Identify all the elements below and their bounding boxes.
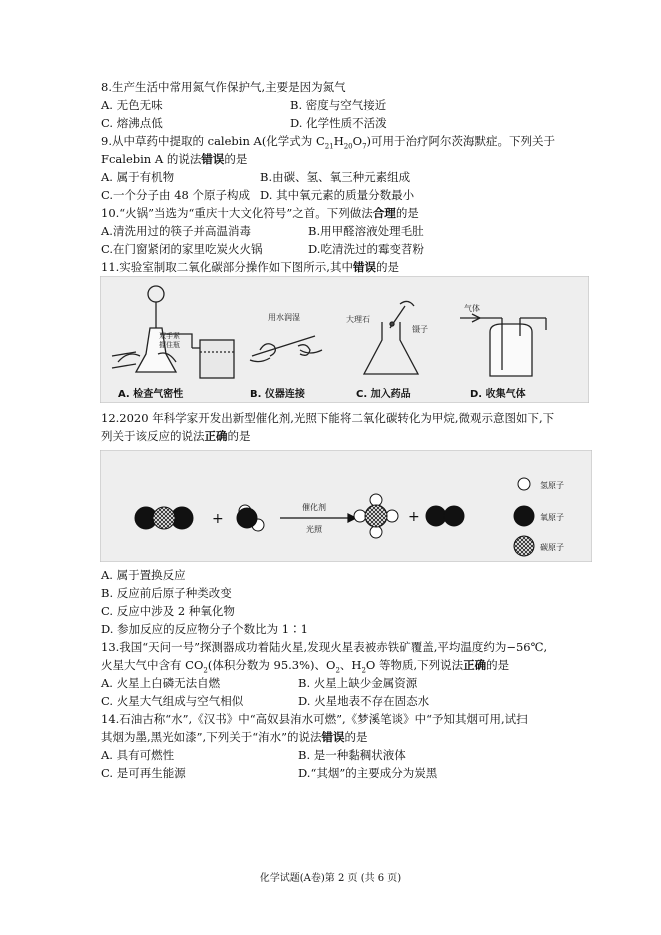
- q9-option-c: C.一个分子由 48 个原子构成: [101, 188, 250, 202]
- legend-oxygen-label: 氧原子: [540, 513, 564, 522]
- emphasis: 正确: [463, 658, 487, 672]
- legend-hydrogen: [518, 478, 530, 490]
- emphasis: 错误: [201, 152, 225, 166]
- q12-option-a: A. 属于置换反应: [101, 568, 186, 582]
- q12-option-b: B. 反应前后原子种类改变: [101, 586, 232, 600]
- plus-sign-2: +: [408, 509, 420, 525]
- q14-option-d: D.“其烟”的主要成分为炭黑: [298, 766, 438, 780]
- label-hold-2: 握住瓶: [159, 341, 180, 349]
- caption-b: B. 仪器连接: [250, 389, 305, 400]
- emphasis: 错误: [321, 730, 345, 744]
- q14-option-a: A. 具有可燃性: [101, 748, 175, 762]
- q10-option-a: A.清洗用过的筷子并高温消毒: [101, 224, 251, 238]
- q14-stem-line1: 14.石油古称“水”,《汉书》中“高奴县洧水可燃”,《梦溪笔谈》中“予知其烟可用,试扫: [101, 712, 528, 726]
- legend-hydrogen-label: 氢原子: [540, 481, 564, 490]
- q13-option-b: B. 火星上缺少金属资源: [298, 676, 418, 690]
- q9-option-b: B.由碳、氢、氧三种元素组成: [260, 170, 411, 184]
- q12-option-c: C. 反应中涉及 2 种氧化物: [101, 604, 235, 618]
- emphasis: 合理: [372, 206, 396, 220]
- q8-stem: 8.生产生活中常用氮气作保护气,主要是因为氮气: [101, 80, 346, 94]
- q11-apparatus-figure: [100, 276, 589, 403]
- label-tweezers: 镊子: [412, 325, 428, 334]
- caption-c: C. 加入药品: [356, 389, 411, 400]
- q9-option-a: A. 属于有机物: [101, 170, 175, 184]
- q9-stem-line2: Fcalebin A 的说法错误的是: [101, 152, 248, 166]
- q13-option-d: D. 火星地表不存在固态水: [298, 694, 430, 708]
- q13-option-c: C. 火星大气组成与空气相似: [101, 694, 244, 708]
- legend-oxygen: [514, 506, 534, 526]
- q9-option-d: D. 其中氧元素的质量分数最小: [260, 188, 415, 202]
- q12-option-d: D. 参加反应的反应物分子个数比为 1∶1: [101, 622, 308, 636]
- emphasis: 错误: [352, 260, 376, 274]
- q13-stem-line1: 13.我国“天问一号”探测器成功着陆火星,发现火星表被赤铁矿覆盖,平均温度约为−56℃,: [101, 640, 548, 654]
- q10-option-d: D.吃清洗过的霉变苕粉: [308, 242, 424, 256]
- light-label: 光照: [306, 525, 322, 534]
- q10-option-c: C.在门窗紧闭的家里吃炭火火锅: [101, 242, 263, 256]
- emphasis: 正确: [204, 429, 228, 443]
- q11-stem: 11.实验室制取二氧化碳部分操作如下图所示,其中错误的是: [101, 260, 399, 274]
- legend-carbon: [514, 536, 534, 556]
- q14-option-c: C. 是可再生能源: [101, 766, 186, 780]
- legend-carbon-label: 碳原子: [540, 543, 564, 552]
- caption-a: A. 检查气密性: [118, 389, 184, 400]
- caption-d: D. 收集气体: [470, 389, 526, 400]
- q12-reaction-figure: [100, 450, 592, 562]
- q8-option-d: D. 化学性质不活泼: [290, 116, 387, 130]
- label-gas: 气体: [464, 304, 480, 313]
- q12-stem-line2: 列关于该反应的说法正确的是: [101, 429, 251, 443]
- label-wet: 用水润湿: [268, 313, 300, 322]
- q8-option-a: A. 无色无味: [101, 98, 163, 112]
- q8-option-c: C. 熔沸点低: [101, 116, 163, 130]
- q8-option-b: B. 密度与空气接近: [290, 98, 387, 112]
- plus-sign-1: +: [212, 511, 224, 527]
- q13-option-a: A. 火星上白磷无法自燃: [101, 676, 221, 690]
- q10-option-b: B.用甲醛溶液处理毛肚: [308, 224, 424, 238]
- co2-molecule: [135, 507, 193, 529]
- label-hold: 双手紧: [159, 332, 180, 340]
- q14-option-b: B. 是一种黏稠状液体: [298, 748, 406, 762]
- catalyst-label: 催化剂: [302, 503, 326, 512]
- q10-stem: 10.“火锅”当选为“重庆十大文化符号”之首。下列做法合理的是: [101, 206, 419, 220]
- q13-stem-line2: 火星大气中含有 $CO_2$(体积分数为 95.3%)、$O_2$、$H_2O$ 等物质,下列说法正确的是: [101, 658, 510, 675]
- q14-stem-line2: 其烟为墨,黑光如漆”,下列关于“洧水”的说法错误的是: [101, 730, 368, 744]
- q9-stem-line1: 9.从中草药中提取的 calebin A(化学式为 $C_{21}H_{20}O_7$)可用于治疗阿尔茨海默症。下列关于: [101, 134, 556, 151]
- q12-stem-line1: 12.2020 年科学家开发出新型催化剂,光照下能将二氧化碳转化为甲烷,微观示意图如下,下: [101, 411, 555, 425]
- page-footer: 化学试题(A卷)第 2 页 (共 6 页): [259, 873, 402, 884]
- label-marble: 大理石: [346, 315, 370, 324]
